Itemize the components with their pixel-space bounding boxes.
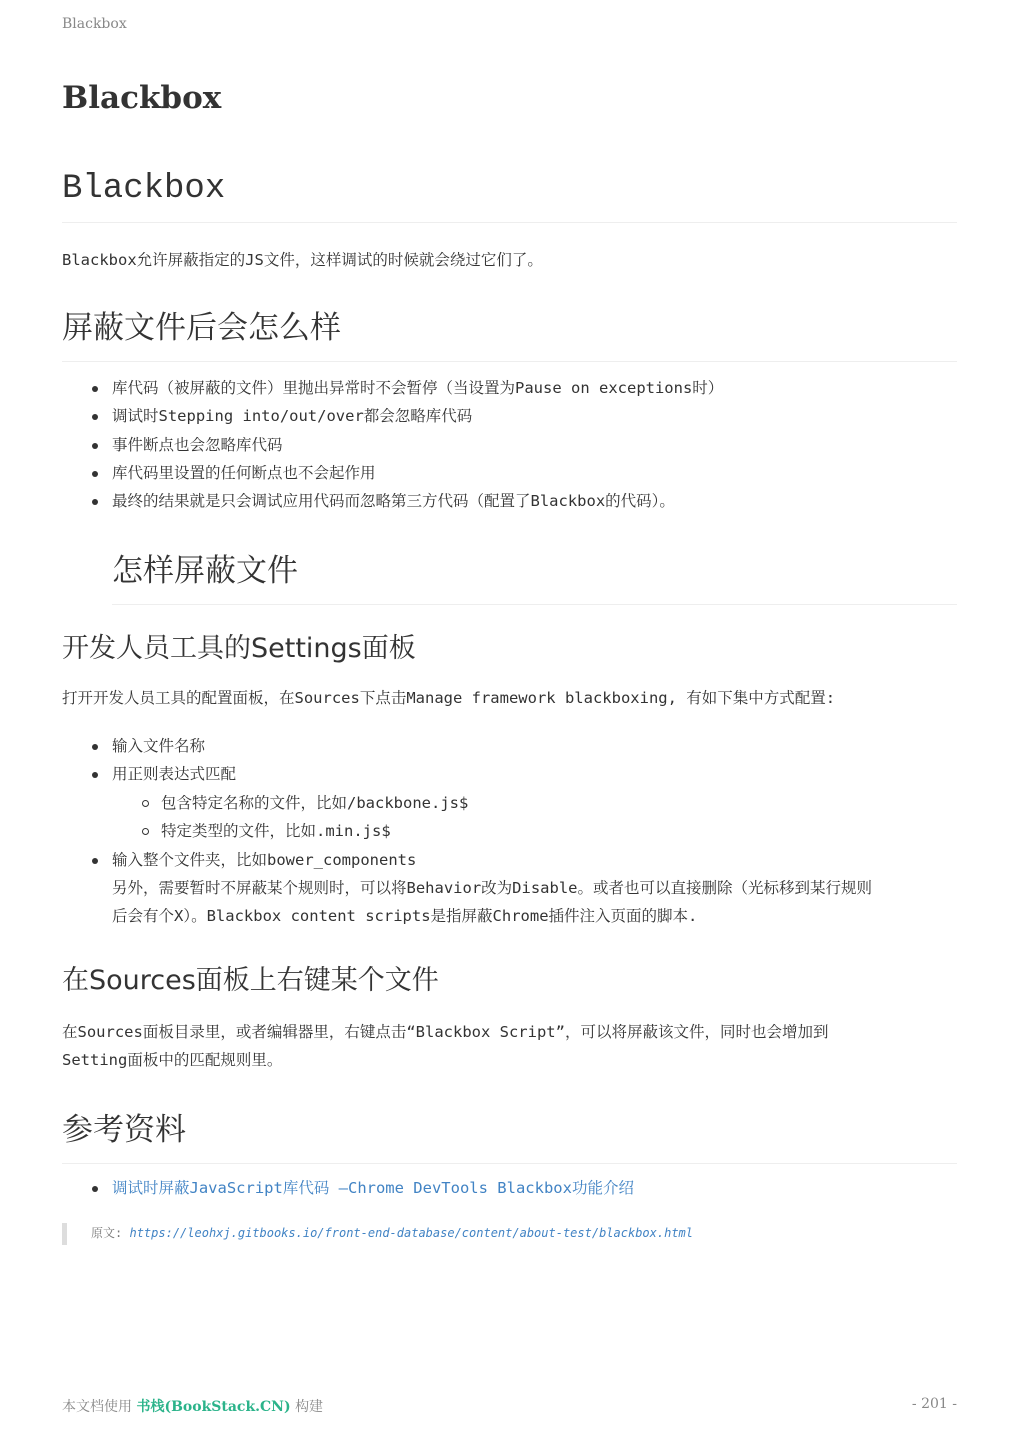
list-item: 库代码里设置的任何断点也不会起作用 bbox=[62, 459, 957, 487]
heading-sources-panel: 在Sources面板上右键某个文件 bbox=[62, 965, 439, 996]
origin-label: 原文: bbox=[91, 1226, 123, 1240]
running-header: Blackbox bbox=[62, 16, 127, 32]
heading-references: 参考资料 bbox=[62, 1104, 957, 1164]
settings-methods-list-continued bbox=[62, 846, 957, 874]
settings-methods-list bbox=[62, 732, 957, 789]
footer-prefix: 本文档使用 bbox=[62, 1399, 132, 1415]
list-item: 调试时Stepping into/out/over都会忽略库代码 bbox=[62, 402, 957, 430]
heading-settings-panel: 开发人员工具的Settings面板 bbox=[62, 633, 416, 664]
section-title: Blackbox bbox=[62, 170, 957, 223]
list-item: 用正则表达式匹配 bbox=[62, 760, 957, 788]
page-number: - 201 - bbox=[911, 1396, 957, 1412]
heading-what-happens: 屏蔽文件后会怎么样 bbox=[62, 302, 957, 362]
footer-credit bbox=[62, 1396, 323, 1416]
list-item bbox=[62, 1174, 957, 1202]
footer-suffix: 构建 bbox=[295, 1399, 324, 1415]
regex-examples-list bbox=[62, 789, 957, 846]
references-list bbox=[62, 1174, 957, 1202]
sources-paragraph-line-1: 在Sources面板目录里，或者编辑器里，右键点击“Blackbox Script”，可以将屏蔽该文件，同时也会增加到 bbox=[62, 1023, 829, 1041]
list-item: 最终的结果就是只会调试应用代码而忽略第三方代码（配置了Blackbox的代码）。 bbox=[62, 487, 957, 515]
list-item: 库代码（被屏蔽的文件）里抛出异常时不会暂停（当设置为Pause on exceptions时） bbox=[62, 374, 957, 402]
list-item: 事件断点也会忽略库代码 bbox=[62, 431, 957, 459]
settings-intro-paragraph: 打开开发人员工具的配置面板，在Sources下点击Manage framework blackboxing, 有如下集中方式配置: bbox=[62, 689, 836, 707]
origin-note bbox=[62, 1223, 971, 1245]
list-item: 输入文件名称 bbox=[62, 732, 957, 760]
footer-brand-link[interactable]: 书栈(BookStack.CN) bbox=[136, 1399, 291, 1415]
what-happens-list bbox=[62, 374, 957, 515]
sub-list-item: 特定类型的文件，比如.min.js$ bbox=[62, 817, 957, 845]
heading-how-to: 怎样屏蔽文件 bbox=[112, 545, 957, 605]
sources-paragraph-line-2: Setting面板中的匹配规则里。 bbox=[62, 1051, 283, 1069]
document-title: Blackbox bbox=[62, 80, 222, 116]
sub-list-item: 包含特定名称的文件，比如/backbone.js$ bbox=[62, 789, 957, 817]
reference-link[interactable]: 调试时屏蔽JavaScript库代码 –Chrome DevTools Blackbox功能介绍 bbox=[112, 1179, 634, 1197]
intro-paragraph: Blackbox允许屏蔽指定的JS文件，这样调试的时候就会绕过它们了。 bbox=[62, 251, 543, 269]
list-item: 输入整个文件夹，比如bower_components bbox=[62, 846, 957, 874]
origin-url-link[interactable]: https://leohxj.gitbooks.io/front-end-database/content/about-test/blackbox.html bbox=[129, 1226, 693, 1240]
disable-note-line-1: 另外，需要暂时不屏蔽某个规则时，可以将Behavior改为Disable。或者也可以直接删除（光标移到某行规则 bbox=[112, 879, 872, 897]
disable-note-line-2: 后会有个X）。Blackbox content scripts是指屏蔽Chrome插件注入页面的脚本. bbox=[112, 907, 698, 925]
